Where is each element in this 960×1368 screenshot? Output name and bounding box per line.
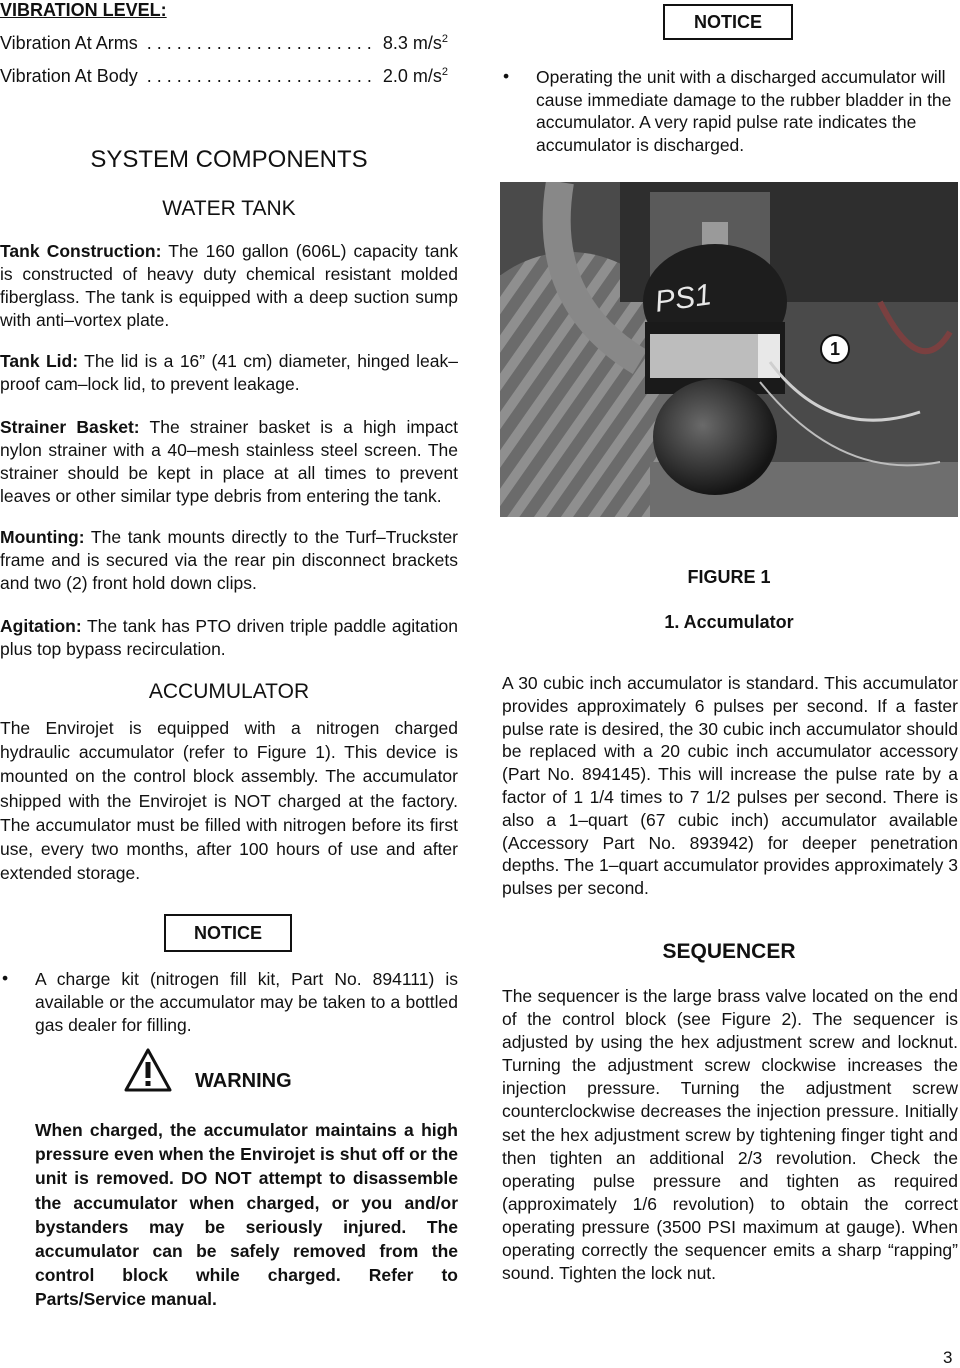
warning-triangle-icon: [124, 1048, 172, 1092]
accumulator-photo-illustration: [500, 182, 958, 517]
mounting-text: The tank mounts directly to the Turf–Truckster frame and is secured via the rear pin disconnect brackets and two (2) front hold down clips.: [0, 527, 458, 593]
mounting-label: Mounting:: [0, 527, 85, 547]
accumulator-paragraph: The Envirojet is equipped with a nitrogen charged hydraulic accumulator (refer to Figure 1). This device is mounted on the control block assembly. The accumulator shipped with the Envirojet is NOT charged at the factory. The accumulator must be filled with nitrogen before its first use, every two months, after 100 hours of use and after extended storage.: [0, 718, 458, 884]
accumulator-title: ACCUMULATOR: [148, 680, 310, 703]
tank-lid-label: Tank Lid:: [0, 351, 79, 371]
strainer-basket-paragraph: [0, 416, 458, 508]
agitation-paragraph: [0, 615, 458, 661]
sequencer-paragraph: The sequencer is the large brass valve located on the end of the control block (see Figure 2). The sequencer is adjusted by using the hex adjustment screw and locknut. Turning the adjustment screw clockwise increases the injection pressure. Turning the adjustment screw counterclockwise decreases the injection pressure. Initially set the hex adjustment screw by tightening finger tight and then tighten an additional 2/3 revolution. Check the operating pulse pressure and tighten as required (approximately 1/6 revolution) to obtain the correct operating pressure (3500 PSI maximum at gauge). When operating correctly the sequencer emits a sharp “rapping” sound. Tighten the lock nut.: [502, 986, 958, 1284]
tank-construction-paragraph: [0, 240, 458, 332]
tank-construction-label: Tank Construction:: [0, 241, 162, 261]
strainer-basket-text: The strainer basket is a high impact nylon strainer with a 40–mesh stainless steel screen. The strainer should be kept in place at all times to prevent leaves or other similar type debris from entering the tank.: [0, 417, 458, 506]
figure-1-caption: FIGURE 1: [687, 567, 771, 587]
accumulator-notice-bullet-dot: •: [2, 968, 9, 988]
right-notice-bullet-dot: •: [503, 66, 510, 86]
mounting-paragraph: [0, 526, 458, 595]
warning-heading: WARNING: [195, 1070, 292, 1092]
vibration-arms-label: Vibration At Arms: [0, 33, 138, 53]
vibration-body-value: 2.0 m/s: [382, 66, 442, 86]
vibration-arms-exp: 2: [441, 33, 448, 45]
vibration-arms-dots: . . . . . . . . . . . . . . . . . . . . . . .: [146, 33, 372, 53]
system-components-title: SYSTEM COMPONENTS: [90, 146, 368, 173]
vibration-heading: VIBRATION LEVEL:: [0, 0, 167, 20]
tank-construction-text: The 160 gallon (606L) capacity tank is constructed of heavy duty chemical resistant molded fiberglass. The tank is equipped with a deep suction sump with anti–vortex plate.: [0, 241, 458, 330]
vibration-body-dots: . . . . . . . . . . . . . . . . . . . . . . .: [146, 66, 372, 86]
figure-1-photo: [500, 182, 958, 517]
warning-text: When charged, the accumulator maintains a high pressure even when the Envirojet is shut off or the unit is removed. DO NOT attempt to disassemble the accumulator when charged, or you and/or bystanders may be seriously injured. The accumulator can be safely removed from the control block while charged. Refer to Parts/Service manual.: [35, 1120, 458, 1310]
agitation-label: Agitation:: [0, 616, 82, 636]
figure-callout-1: 1: [820, 334, 850, 364]
tank-lid-text: The lid is a 16” (41 cm) diameter, hinged leak–proof cam–lock lid, to prevent leakage.: [0, 351, 458, 394]
water-tank-title: WATER TANK: [162, 197, 296, 220]
accumulator-sizes-paragraph: A 30 cubic inch accumulator is standard. This accumulator provides approximately 6 pulses per second. If a faster pulse rate is desired, the 30 cubic inch accumulator should be replaced with a 20 cubic inch accumulator accessory (Part No. 894145). This will increase the pulse rate by a factor of 1 1/4 times to 7 1/2 pulses per second. There is also a 1–quart (67 cubic inch) accumulator available (Accessory Part No. 893942) for deeper penetration depths. The 1–quart accumulator provides approximately 3 pulses per second.: [502, 673, 958, 899]
right-notice-box: NOTICE: [663, 4, 793, 40]
strainer-basket-label: Strainer Basket:: [0, 417, 140, 437]
vibration-arms-row: [0, 33, 448, 54]
agitation-text: The tank has PTO driven triple paddle agitation plus top bypass recirculation.: [0, 616, 458, 659]
vibration-arms-value: 8.3 m/s: [382, 33, 442, 53]
sequencer-title: SEQUENCER: [662, 940, 796, 963]
figure-1-legend: 1. Accumulator: [664, 612, 794, 632]
photo-ps1-marking: PS1: [652, 278, 714, 319]
right-notice-bullet-text: Operating the unit with a discharged accumulator will cause immediate damage to the rubber bladder in the accumulator. A very rapid pulse rate indicates the accumulator is discharged.: [536, 67, 952, 155]
vibration-body-exp: 2: [441, 66, 448, 78]
accumulator-notice-bullet-text: A charge kit (nitrogen fill kit, Part No. 894111) is available or the accumulator may be taken to a bottled gas dealer for filling.: [35, 969, 458, 1035]
tank-lid-paragraph: [0, 350, 458, 396]
page-number: 3: [943, 1348, 953, 1367]
accumulator-notice-box: NOTICE: [164, 914, 292, 952]
vibration-body-row: [0, 66, 448, 87]
vibration-body-label: Vibration At Body: [0, 66, 138, 86]
